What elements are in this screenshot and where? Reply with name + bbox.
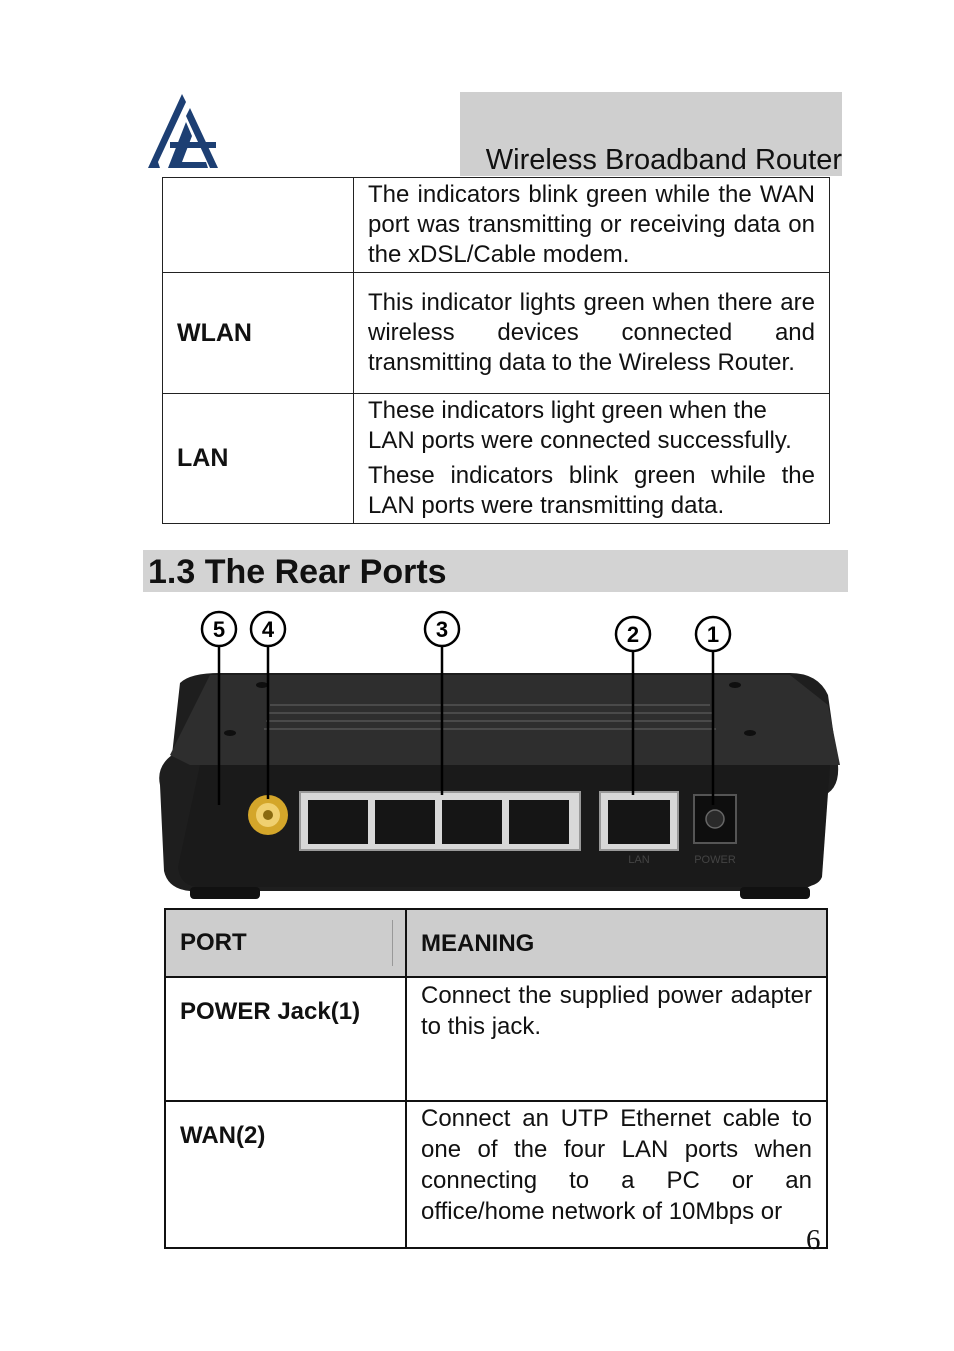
power-port-label: POWER: [694, 854, 736, 866]
lan-port-label: LAN: [628, 854, 650, 866]
port-meaning: Connect an UTP Ethernet cable to one of the four LAN ports when connecting to a PC or an office/home network of 10Mbps or: [406, 1101, 827, 1248]
header-bar: [460, 92, 842, 176]
table-row: [165, 977, 827, 1101]
port-name: POWER Jack(1): [165, 977, 406, 1101]
indicator-description: [354, 394, 830, 524]
indicator-label: LAN: [163, 394, 354, 524]
page-number: 6: [806, 1224, 821, 1256]
header-text: PORT: [180, 929, 247, 956]
table-row: [163, 273, 830, 394]
description-text: These indicators blink green while the LAN ports were transmitting data.: [368, 462, 815, 519]
description-text: These indicators light green when the LAN ports were connected successfully.: [368, 397, 792, 454]
description-text: The indicators blink green while the WAN port was transmitting or receiving data on the xDSL/Cable modem.: [368, 181, 815, 268]
led-indicator-table: [162, 177, 830, 524]
indicator-description: [354, 178, 830, 273]
indicator-label: WLAN: [163, 273, 354, 394]
atlantis-logo-icon: [146, 92, 220, 170]
document-title: Wireless Broadband Router: [485, 144, 842, 176]
router-rear-panel-figure: [150, 605, 850, 905]
section-heading-bar: [143, 550, 848, 592]
column-header-meaning: MEANING: [406, 909, 827, 977]
port-meaning: Connect the supplied power adapter to this jack.: [406, 977, 827, 1101]
column-header-port: [165, 909, 406, 977]
callout-5: 5: [212, 617, 226, 642]
table-header-row: [165, 909, 827, 977]
callout-4: 4: [261, 617, 275, 642]
callout-2: 2: [626, 622, 640, 647]
rear-ports-table: [164, 908, 828, 1249]
section-title: 1.3 The Rear Ports: [148, 553, 447, 591]
table-row: [163, 178, 830, 273]
description-text: This indicator lights green when there are wireless devices connected and transmitting data to the Wireless Router.: [368, 289, 815, 376]
callout-3: 3: [435, 617, 449, 642]
port-name: WAN(2): [165, 1101, 406, 1248]
indicator-description: [354, 273, 830, 394]
table-row: [163, 394, 830, 524]
indicator-label: [163, 178, 354, 273]
table-row: [165, 1101, 827, 1248]
callout-1: 1: [706, 622, 720, 647]
